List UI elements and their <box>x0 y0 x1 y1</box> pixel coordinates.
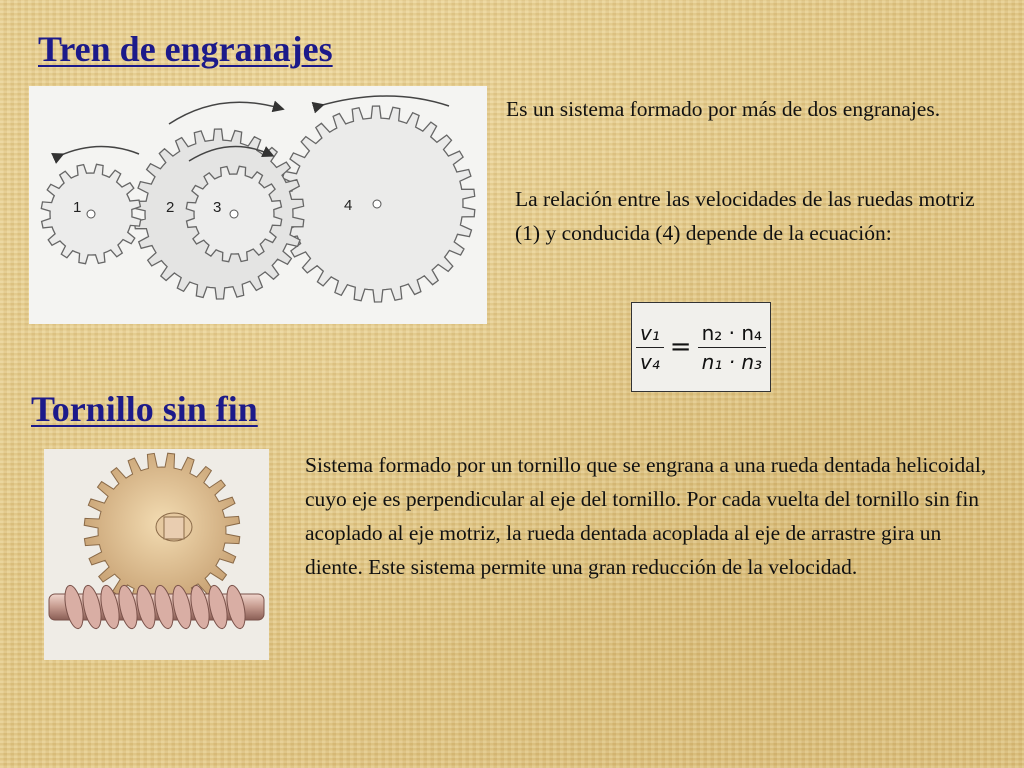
formula-denominator-right: n₁ · n₃ <box>701 349 763 374</box>
gear-3-hub <box>230 210 238 218</box>
formula-right-fraction <box>698 321 766 374</box>
rotation-arrow-icon <box>319 96 449 106</box>
gear-label-3: 3 <box>213 199 222 216</box>
gear-label-1: 1 <box>73 199 82 216</box>
gear-label-4: 4 <box>344 197 353 214</box>
gear-1-hub <box>87 210 95 218</box>
worm-gear-diagram <box>44 449 269 660</box>
paragraph-definition: Es un sistema formado por más de dos engranajes. <box>506 97 941 121</box>
velocity-ratio-formula <box>631 302 771 392</box>
gear-train-illustration <box>29 86 487 324</box>
formula-denominator-left: v₄ <box>639 349 660 374</box>
formula-left-fraction <box>636 321 664 374</box>
formula-numerator-right: n₂ · n₄ <box>701 320 763 345</box>
paragraph-velocity-relation: La relación entre las velocidades de las ruedas motriz (1) y conducida (4) depende de la ecuación: <box>515 187 975 245</box>
formula-equals: = <box>669 332 692 362</box>
rotation-arrow-icon <box>169 102 279 124</box>
worm-gear-illustration <box>44 449 269 660</box>
gear-4-hub <box>373 200 381 208</box>
rotation-arrow-icon <box>59 146 139 156</box>
formula-numerator-left: v₁ <box>639 320 660 345</box>
gear-label-2: 2 <box>166 199 175 216</box>
paragraph-worm-gear: Sistema formado por un tornillo que se engrana a una rueda dentada helicoidal, cuyo eje es perpendicular al eje del tornillo. Por cada vuelta del tornillo sin fin acoplado al eje motriz, la rueda dentada acoplada al eje de arrastre gira un diente. Este sistema permite una gran reducción de la velocidad. <box>305 453 987 579</box>
title-tornillo-sin-fin: Tornillo sin fin <box>31 389 258 429</box>
title-tren-de-engranajes: Tren de engranajes <box>38 29 333 69</box>
gear-train-diagram <box>29 86 487 324</box>
